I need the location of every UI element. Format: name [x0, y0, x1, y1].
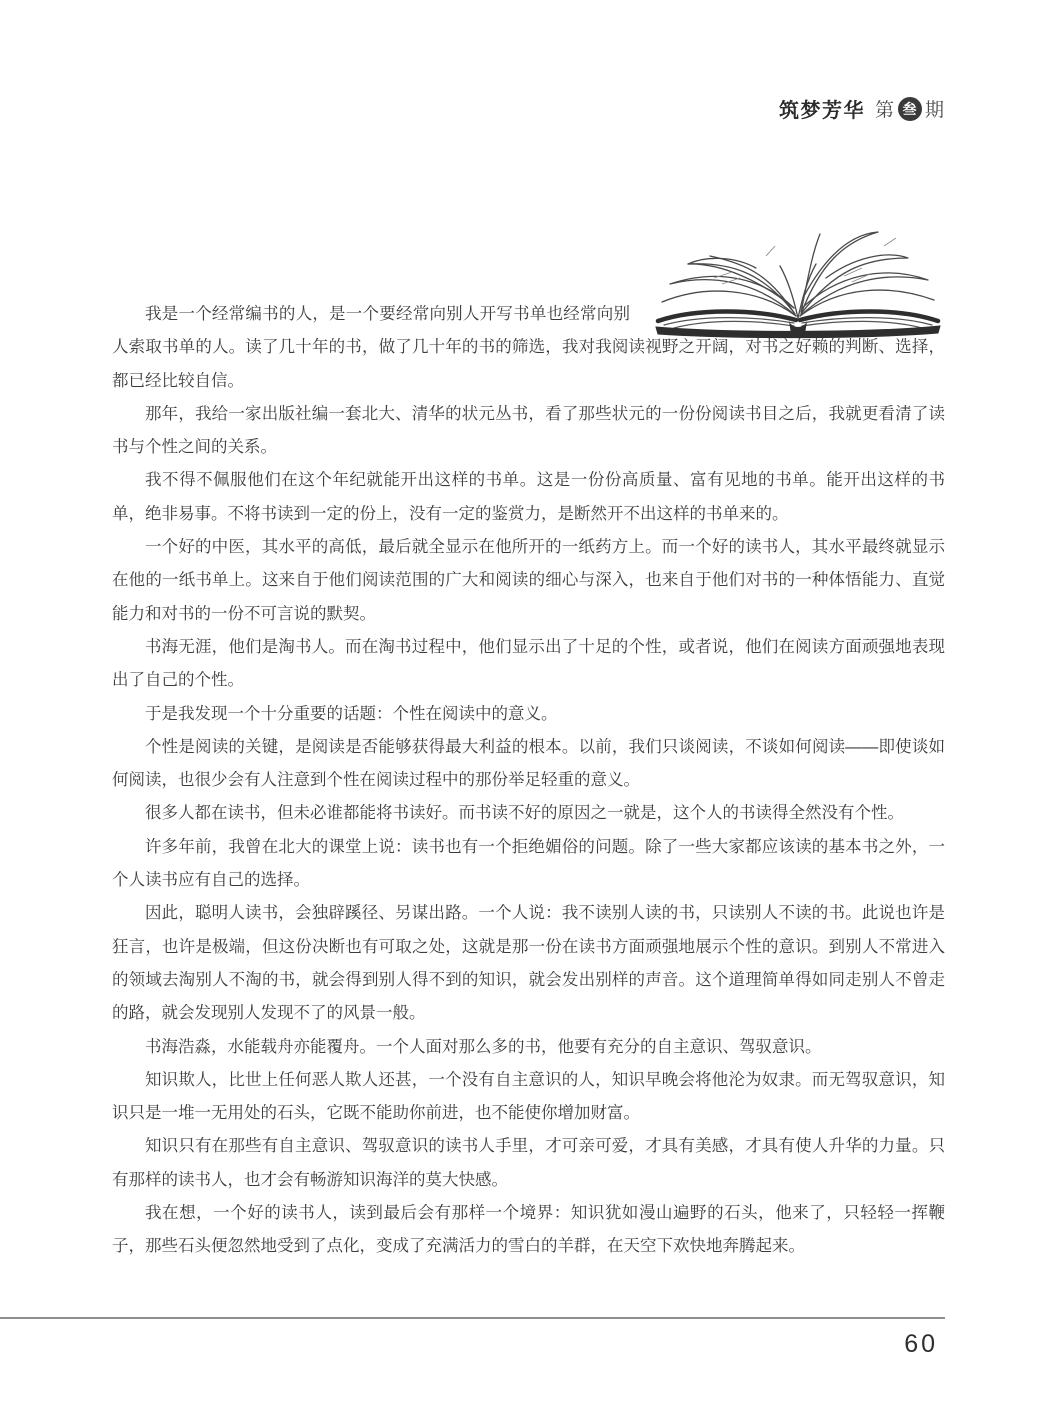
illustration-spacer [630, 298, 945, 326]
page-header [779, 94, 945, 123]
article-body [112, 298, 945, 1264]
paragraph: 书海无涯，他们是淘书人。而在淘书过程中，他们显示出了十足的个性，或者说，他们在阅读方面顽强地表现出了自己的个性。 [112, 637, 945, 690]
paragraph: 因此，聪明人读书，会独辟蹊径、另谋出路。一个人说：我不读别人读的书，只读别人不读的书。此说也许是狂言，也许是极端，但这份决断也有可取之处，这就是那一份在读书方面顽强地展示个性的意识。到别人不常进入的领域去淘别人不淘的书，就会得到别人得不到的知识，就会发出别样的声音。这个道理简单得如同走别人不曾走的路，就会发现别人发现不了的风景一般。 [112, 904, 945, 1023]
paragraph: 那年，我给一家出版社编一套北大、清华的状元丛书，看了那些状元的一份份阅读书目之后，我就更看清了读书与个性之间的关系。 [112, 404, 945, 457]
issue-label [875, 95, 945, 122]
paragraph: 知识只有在那些有自主意识、驾驭意识的读书人手里，才可亲可爱，才具有美感，才具有使人升华的力量。只有那样的读书人，也才会有畅游知识海洋的莫大快感。 [112, 1137, 945, 1189]
issue-suffix: 期 [924, 100, 945, 121]
paragraph: 书海浩淼，水能载舟亦能覆舟。一个人面对那么多的书，他要有充分的自主意识、驾驭意识。 [145, 1037, 822, 1056]
page-number: 60 [904, 1330, 938, 1358]
paragraph: 很多人都在读书，但未必谁都能将书读好。而书读不好的原因之一就是，这个人的书读得全然没有个性。 [145, 804, 904, 823]
paragraph [112, 298, 945, 398]
paragraph: 许多年前，我曾在北大的课堂上说：读书也有一个拒绝媚俗的问题。除了一些大家都应该读的基本书之外，一个人读书应有自己的选择。 [112, 837, 945, 890]
issue-prefix: 第 [874, 100, 895, 121]
issue-number-badge: 叁 [898, 97, 922, 121]
paragraph: 我不得不佩服他们在这个年纪就能开出这样的书单。这是一份份高质量、富有见地的书单。能开出这样的书单，绝非易事。不将书读到一定的份上，没有一定的鉴赏力，是断然开不出这样的书单来的。 [112, 471, 945, 523]
paragraph: 我在想，一个好的读书人，读到最后会有那样一个境界：知识犹如漫山遍野的石头，他来了，只轻轻一挥鞭子，那些石头便忽然地受到了点化，变成了充满活力的雪白的羊群，在天空下欢快地奔腾起来。 [112, 1204, 945, 1256]
paragraph: 个性是阅读的关键，是阅读是否能够获得最大利益的根本。以前，我们只谈阅读，不谈如何阅读——即使谈如何阅读，也很少会有人注意到个性在阅读过程中的那份举足轻重的意义。 [112, 737, 945, 790]
paragraph: 知识欺人，比世上任何恶人欺人还甚，一个没有自主意识的人，知识早晚会将他沦为奴隶。而无驾驭意识，知识只是一堆一无用处的石头，它既不能助你前进，也不能使你增加财富。 [112, 1070, 945, 1123]
paragraph: 于是我发现一个十分重要的话题：个性在阅读中的意义。 [145, 704, 558, 723]
paragraph-text: 我是一个经常编书的人，是一个要经常向别人开写书单也经常向别人索取书单的人。读了几十年的书，做了几十年的书的筛选，我对我阅读视野之开阔，对书之好赖的判断、选择，都已经比较自信。 [112, 305, 945, 390]
paragraph: 一个好的中医，其水平的高低，最后就全显示在他所开的一纸药方上。而一个好的读书人，其水平最终就显示在他的一纸书单上。这来自于他们阅读范围的广大和阅读的细心与深入，也来自于他们对书的一种体悟能力、直觉能力和对书的一份不可言说的默契。 [112, 538, 945, 623]
footer-rule [0, 1317, 945, 1319]
magazine-title: 筑梦芳华 [778, 100, 865, 122]
